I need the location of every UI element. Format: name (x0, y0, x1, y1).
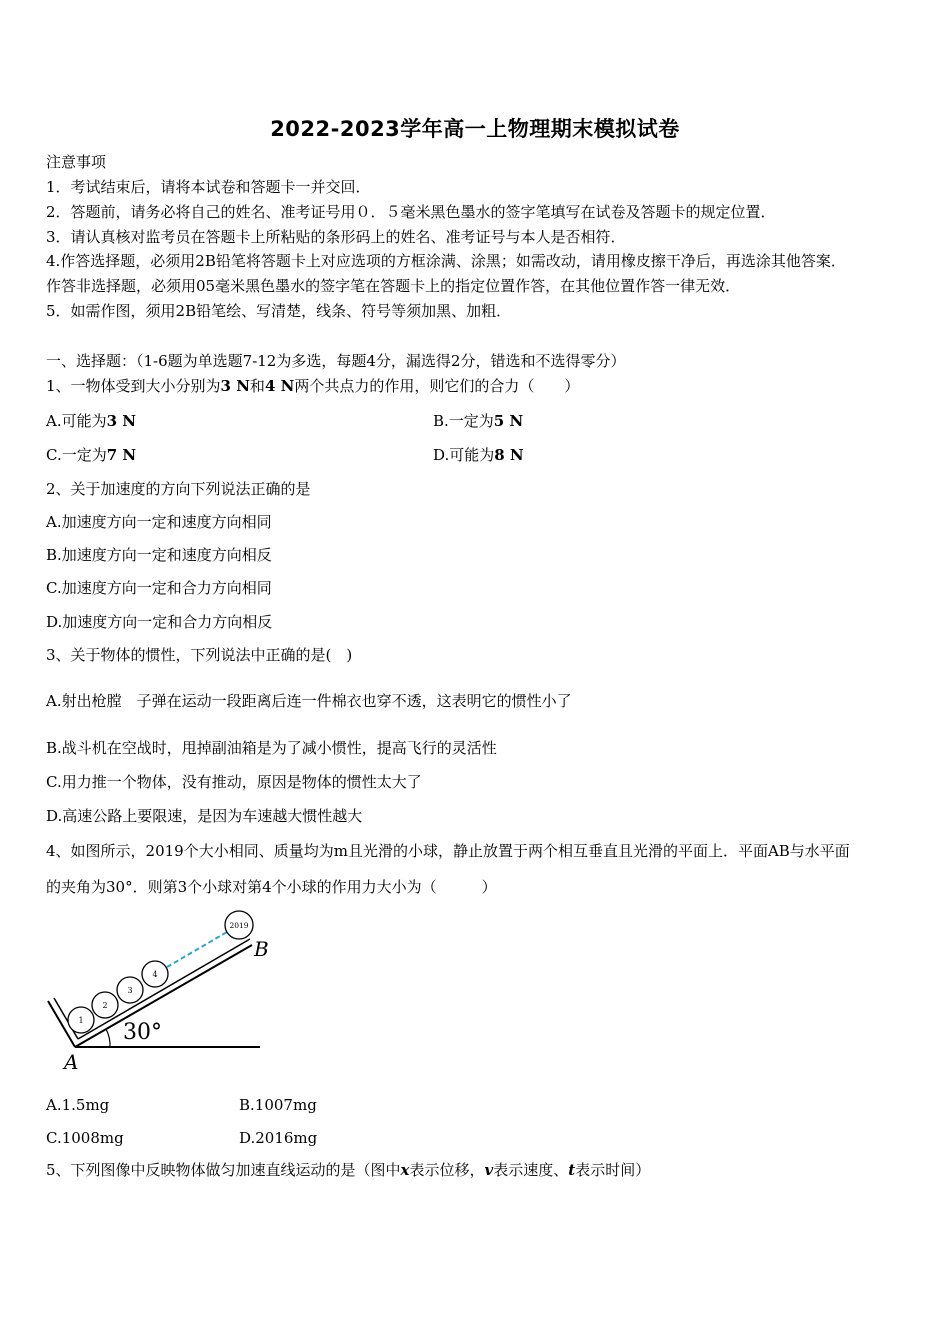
ball (142, 961, 168, 987)
q4-option-d[interactable]: D.2016mg (239, 1129, 318, 1147)
stem-text: 表示时间） (575, 1161, 651, 1179)
ball-label: 4 (152, 970, 158, 979)
note-item: 5．如需作图，须用2B铅笔绘、写清楚，线条、符号等须加黑、加粗． (46, 302, 512, 320)
question-4-stem-line2: 的夹角为30°．则第3个小球对第4个小球的作用力大小为（ ） (46, 878, 497, 896)
note-item: 1．考试结束后，请将本试卷和答题卡一并交回． (46, 178, 371, 196)
option-value: 8 N (494, 446, 524, 464)
stem-text: 表示速度、 (493, 1161, 569, 1179)
ball (68, 1007, 94, 1033)
ball (225, 911, 253, 939)
point-b-label: B (254, 937, 269, 961)
question-4-stem-line1: 4、如图所示，2019个大小相同、质量均为m且光滑的小球，静止放置于两个相互垂直且光滑的平面上．平面AB与水平面 (46, 842, 850, 860)
stem-text: 和 (249, 377, 265, 395)
q4-option-c[interactable]: C.1008mg (46, 1129, 124, 1147)
note-item: 2．答题前，请务必将自己的姓名、准考证号用０．５毫米黑色墨水的签字笔填写在试卷及答题卡的规定位置． (46, 203, 776, 221)
note-item: 作答非选择题，必须用05毫米黑色墨水的签字笔在答题卡上的指定位置作答，在其他位置作答一律无效． (46, 277, 741, 295)
point-a-label: A (64, 1050, 79, 1074)
option-text: A.可能为 (46, 412, 107, 430)
option-value: 7 N (106, 446, 137, 464)
stem-text: 两个共点力的作用，则它们的合力（ ） (294, 377, 580, 395)
option-value: 5 N (493, 412, 524, 430)
q3-option-b[interactable]: B.战斗机在空战时，甩掉副油箱是为了减小惯性，提高飞行的灵活性 (46, 739, 497, 757)
q1-option-d[interactable] (433, 445, 524, 465)
question-2-stem: 2、关于加速度的方向下列说法正确的是 (46, 480, 311, 498)
question-5-stem (46, 1160, 650, 1180)
section-heading: 一、选择题：（1-6题为单选题7-12为多选，每题4分，漏选得2分，错选和不选得零分） (46, 352, 626, 370)
q1-option-b[interactable] (433, 411, 523, 431)
option-value: 3 N (106, 412, 136, 430)
stem-text: 1、一物体受到大小分别为 (46, 377, 221, 395)
question-3-stem: 3、关于物体的惯性，下列说法中正确的是( ) (46, 646, 353, 664)
force-value: 3 N (220, 377, 250, 395)
ball (92, 992, 118, 1018)
page-title: 2022-2023学年高一上物理期末模拟试卷 (270, 117, 680, 141)
variable-t: t (568, 1161, 576, 1179)
q3-option-a[interactable]: A.射出枪膛 子弹在运动一段距离后连一件棉衣也穿不透，这表明它的惯性小了 (46, 692, 572, 710)
q2-option-d[interactable]: D.加速度方向一定和合力方向相反 (46, 613, 273, 631)
dashed-connector (167, 932, 227, 967)
q2-option-a[interactable]: A.加速度方向一定和速度方向相同 (46, 513, 272, 531)
ball-label: 1 (78, 1016, 84, 1025)
angle-label: 30° (123, 1020, 162, 1045)
q1-option-a[interactable] (46, 411, 136, 431)
q4-option-b[interactable]: B.1007mg (239, 1096, 317, 1114)
q1-option-c[interactable] (46, 445, 136, 465)
angle-arc (106, 1029, 110, 1047)
ball-label: 3 (127, 986, 133, 995)
variable-v: v (484, 1161, 494, 1179)
q2-option-c[interactable]: C.加速度方向一定和合力方向相同 (46, 579, 272, 597)
ball (117, 977, 143, 1003)
stem-text: 5、下列图像中反映物体做匀加速直线运动的是（图中 (46, 1161, 401, 1179)
option-text: D.可能为 (433, 446, 495, 464)
q3-option-d[interactable]: D.高速公路上要限速，是因为车速越大惯性越大 (46, 807, 363, 825)
ball-label: 2 (102, 1001, 108, 1010)
q3-option-c[interactable]: C.用力推一个物体，没有推动，原因是物体的惯性太大了 (46, 773, 422, 791)
q2-option-b[interactable]: B.加速度方向一定和速度方向相反 (46, 546, 272, 564)
note-item: 3．请认真核对监考员在答题卡上所粘贴的条形码上的姓名、准考证号与本人是否相符． (46, 228, 626, 246)
stem-text: 表示位移， (409, 1161, 485, 1179)
question-1-stem (46, 376, 579, 396)
ball-label: 2019 (229, 921, 249, 930)
inclined-plane-figure (44, 905, 284, 1080)
variable-x: x (400, 1161, 410, 1179)
force-value: 4 N (264, 377, 295, 395)
notes-heading: 注意事项 (46, 153, 107, 171)
q4-option-a[interactable]: A.1.5mg (46, 1096, 110, 1114)
option-text: B.一定为 (433, 412, 494, 430)
note-item: 4.作答选择题，必须用2B铅笔将答题卡上对应选项的方框涂满、涂黑；如需改动，请用橡皮擦干净后，再选涂其他答案． (46, 252, 846, 270)
incline-line (78, 939, 250, 1039)
option-text: C.一定为 (46, 446, 107, 464)
